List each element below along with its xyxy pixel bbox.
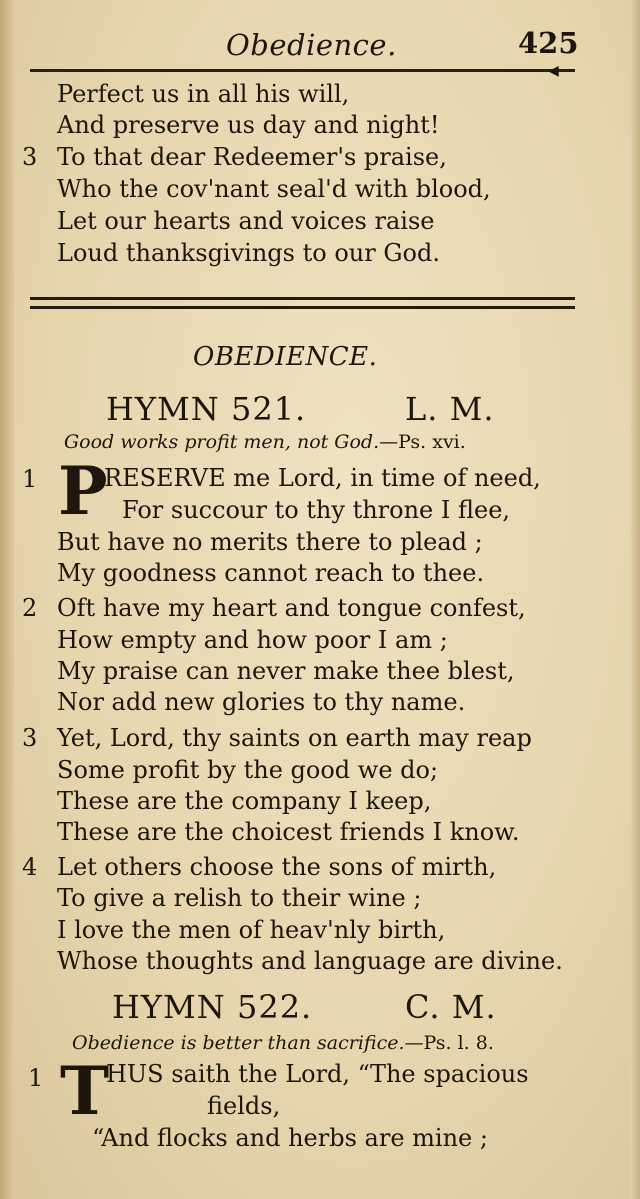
section-heading: OBEDIENCE.: [193, 342, 378, 372]
verse-line: My goodness cannot reach to thee.: [57, 559, 485, 587]
verse-number: 4: [22, 853, 38, 881]
verse-line: Whose thoughts and language are divine.: [57, 947, 563, 975]
running-head: Obedience.: [226, 28, 397, 62]
hymn-title: HYMN 521.: [106, 390, 307, 428]
hymn-subtitle: [72, 1032, 494, 1054]
verse-line: Let our hearts and voices raise: [57, 207, 435, 235]
verse-line: Oft have my heart and tongue confest,: [57, 594, 526, 622]
carryover-line: And preserve us day and night!: [57, 111, 440, 139]
section-divider: [30, 306, 575, 309]
scripture-reference: —Ps. l. 8.: [404, 1032, 494, 1054]
verse-line: Yet, Lord, thy saints on earth may reap: [57, 724, 532, 752]
verse-line: fields,: [207, 1092, 281, 1120]
page-number: 425: [518, 26, 579, 60]
verse-line: To that dear Redeemer's praise,: [57, 143, 447, 171]
drop-cap: T: [60, 1052, 110, 1130]
verse-number: 1: [28, 1064, 44, 1092]
verse-line: RESERVE me Lord, in time of need,: [104, 464, 541, 492]
hymn-title: HYMN 522.: [112, 988, 313, 1026]
verse-line: To give a relish to their wine ;: [57, 884, 422, 912]
header-rule-ornament: ◀: [548, 63, 559, 79]
subtitle-text: Obedience is better than sacrifice.: [72, 1032, 405, 1054]
verse-line: These are the company I keep,: [57, 787, 432, 815]
hymn-subtitle: [64, 431, 466, 453]
verse-line: Let others choose the sons of mirth,: [57, 853, 497, 881]
verse-number: 1: [22, 465, 38, 493]
verse-line: I love the men of heav'nly birth,: [57, 916, 446, 944]
verse-number: 3: [22, 143, 38, 171]
verse-line: Some profit by the good we do;: [57, 756, 439, 784]
drop-cap: P: [58, 452, 108, 530]
verse-line: “And flocks and herbs are mine ;: [92, 1124, 488, 1152]
hymn-meter: L. M.: [405, 390, 495, 428]
verse-line: Who the cov'nant seal'd with blood,: [57, 175, 491, 203]
verse-number: 2: [22, 594, 38, 622]
scripture-reference: —Ps. xvi.: [379, 431, 466, 453]
hymn-meter: C. M.: [405, 988, 497, 1026]
verse-line: HUS saith the Lord, “The spacious: [106, 1060, 529, 1088]
verse-line: For succour to thy throne I flee,: [122, 496, 511, 524]
verse-line: But have no merits there to plead ;: [57, 528, 483, 556]
carryover-line: Perfect us in all his will,: [57, 80, 350, 108]
page-edge-shadow: [630, 0, 640, 1199]
verse-number: 3: [22, 724, 38, 752]
subtitle-text: Good works profit men, not God.: [64, 431, 380, 453]
page-gutter-shadow: [0, 0, 14, 1199]
verse-line: These are the choicest friends I know.: [57, 818, 520, 846]
verse-line: Nor add new glories to thy name.: [57, 688, 466, 716]
section-divider: [30, 297, 575, 300]
verse-line: How empty and how poor I am ;: [57, 626, 448, 654]
header-rule: [30, 69, 575, 72]
verse-line: My praise can never make thee blest,: [57, 657, 515, 685]
verse-line: Loud thanksgivings to our God.: [57, 239, 440, 267]
